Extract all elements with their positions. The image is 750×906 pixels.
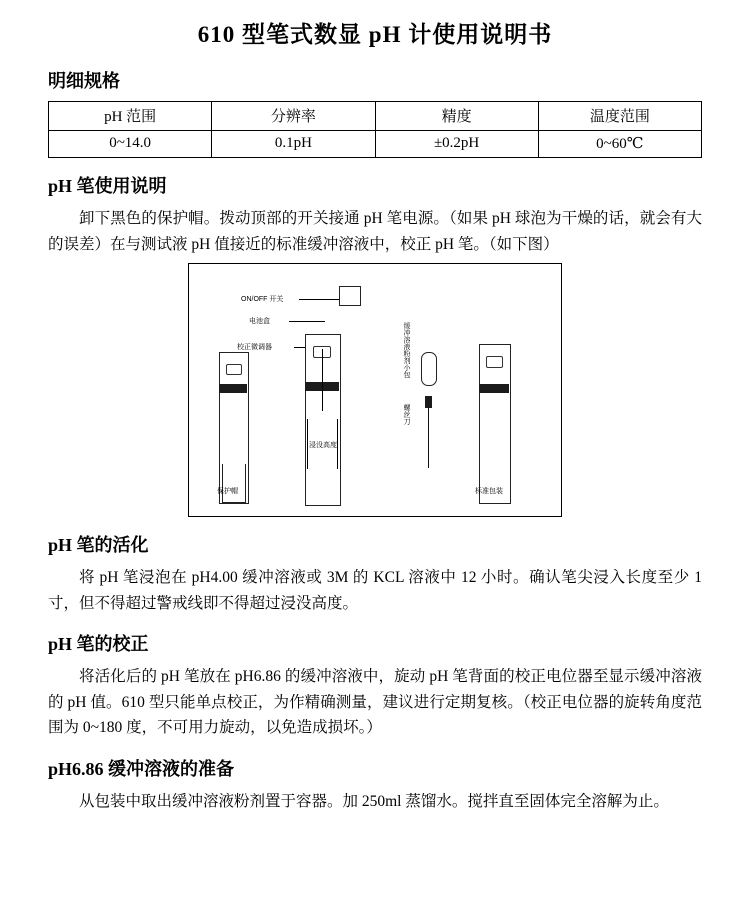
buffer-powder-packet-shape [421, 352, 437, 386]
table-header-ph-range: pH 范围 [49, 102, 212, 131]
specification-table [48, 101, 702, 158]
trimmer-indicator-line [322, 349, 323, 411]
label-calibration-trimmer: 校正微调器 [237, 344, 272, 352]
pen-display-left [226, 364, 242, 375]
label-buffer-powder-packet: 缓冲溶液粉剂小包 [403, 322, 410, 379]
cell-temperature-range-value: 0~60℃ [538, 131, 701, 158]
label-protective-cap: 保护帽 [217, 488, 238, 496]
cell-ph-range-value: 0~14.0 [49, 131, 212, 158]
section-paragraph-activation: 将 pH 笔浸泡在 pH4.00 缓冲溶液或 3M 的 KCL 溶液中 12 小时。确认笔尖浸入长度至少 1 寸，但不得超过警戒线即不得超过浸没高度。 [48, 569, 702, 612]
section-heading-usage: pH 笔使用说明 [48, 176, 167, 196]
pen-body-right [479, 344, 511, 504]
page-title: 610 型笔式数显 pH 计使用说明书 [197, 22, 553, 47]
table-header-temperature-range: 温度范围 [538, 102, 701, 131]
table-header-resolution: 分辨率 [212, 102, 375, 131]
pen-band-left [219, 384, 247, 393]
table-header-row [49, 102, 702, 131]
table-row [49, 131, 702, 158]
pen-cap-left [222, 464, 246, 503]
leader-line-battery [289, 321, 325, 322]
section-paragraph-calibration: 将活化后的 pH 笔放在 pH6.86 的缓冲溶液中，旋动 pH 笔背面的校正电位器至显示缓冲溶液的 pH 值。610 型只能单点校正，为作精确测量，建议进行定期复核。（校正电位器的旋转角度范围为 0~180 度，不可用力旋动，以免造成损坏。） [48, 668, 702, 737]
label-battery-box: 电池盒 [249, 318, 270, 326]
label-on-off-switch: ON/OFF 开关 [241, 296, 284, 304]
screwdriver-shaft [428, 408, 429, 468]
section-paragraph-buffer-preparation: 从包装中取出缓冲溶液粉剂置于容器。加 250ml 蒸馏水。搅拌直至固体完全溶解为止。 [79, 792, 669, 810]
label-immersion-height: 浸没高度 [309, 442, 337, 450]
section-heading-buffer-preparation: pH6.86 缓冲溶液的准备 [48, 758, 235, 779]
document-page [0, 16, 750, 906]
section-heading-calibration: pH 笔的校正 [48, 634, 149, 655]
section-heading-specs: 明细规格 [48, 71, 120, 91]
figure-container [48, 263, 702, 517]
pen-band-right [479, 384, 509, 393]
cell-accuracy-value: ±0.2pH [375, 131, 538, 158]
switch-block-middle [339, 286, 361, 306]
screwdriver-handle [425, 396, 432, 408]
section-heading-activation: pH 笔的活化 [48, 535, 149, 556]
pen-body-middle [305, 334, 341, 506]
table-header-accuracy: 精度 [375, 102, 538, 131]
immersion-line-left [307, 419, 308, 469]
section-paragraph-usage: 卸下黑色的保护帽。拨动顶部的开关接通 pH 笔电源。（如果 pH 球泡为干燥的话，就会有大的误差）在与测试液 pH 值接近的标准缓冲溶液中，校正 pH 笔。（如下图） [48, 210, 702, 253]
label-standard-package: 标准包装 [475, 488, 503, 496]
label-screwdriver: 螺丝刀 [403, 404, 410, 426]
immersion-line-right [337, 419, 338, 469]
pen-display-right [486, 356, 503, 368]
cell-resolution-value: 0.1pH [212, 131, 375, 158]
leader-line-on-off [299, 299, 341, 300]
ph-pen-diagram [188, 263, 562, 517]
